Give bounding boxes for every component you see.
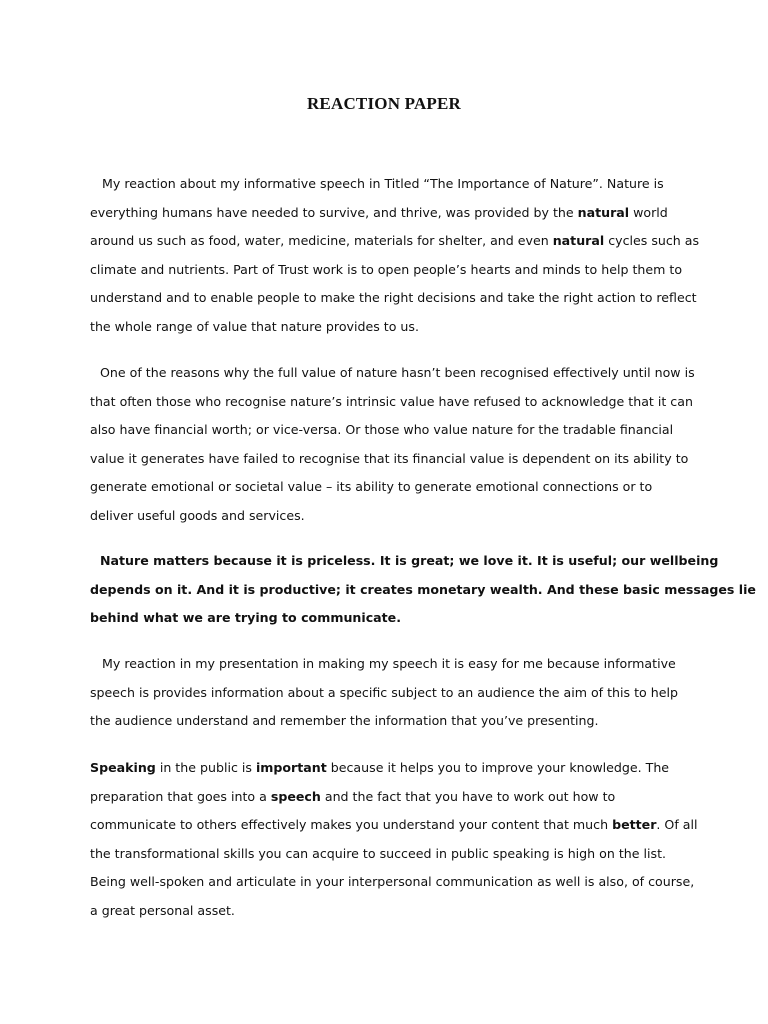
text-run: a great personal asset. [90, 902, 235, 918]
text-line [90, 783, 686, 812]
bold-text-run: depends on it. And it is productive; it creates monetary wealth. And these basic messages lie [90, 581, 756, 597]
text-run: climate and nutrients. Part of Trust work is to open people’s hearts and minds to help them to [90, 261, 683, 277]
bold-text-run: better [612, 817, 657, 832]
text-line [90, 284, 697, 313]
text-line [90, 473, 686, 502]
text-line [90, 388, 693, 417]
text-run: . Of all [656, 817, 698, 832]
bold-text-run: behind what we are trying to communicate. [90, 610, 402, 625]
text-line [90, 811, 698, 840]
page-title: REACTION PAPER [306, 94, 462, 113]
text-run: generate emotional or societal value – its ability to generate emotional connections or to [90, 479, 653, 494]
text-run: world [629, 204, 668, 220]
paragraph-1 [90, 170, 700, 341]
text-line [90, 170, 686, 199]
text-line [90, 868, 695, 897]
text-line [90, 445, 689, 474]
text-run: everything humans have needed to survive, and thrive, was provided by the [90, 204, 578, 220]
text-run: around us such as food, water, medicine, materials for shelter, and even [90, 233, 553, 248]
text-line [90, 199, 686, 228]
text-run: understand and to enable people to make the right decisions and take the right action to reflect [90, 290, 697, 305]
text-line [90, 502, 686, 531]
text-run: the whole range of value that nature provides to us. [90, 318, 419, 334]
text-line [90, 256, 686, 285]
text-line [90, 547, 719, 576]
text-line [90, 679, 686, 708]
bold-text-run: Nature matters because it is priceless. It is great; we love it. It is useful; our wellbeing [100, 553, 719, 568]
text-run: the audience understand and remember the information that you’ve presenting. [90, 713, 599, 728]
text-line [90, 359, 695, 388]
text-line [90, 416, 686, 445]
text-line [90, 576, 756, 605]
text-run: My reaction about my informative speech in Titled “The Importance of Nature”. Nature is [102, 176, 664, 191]
text-run: communicate to others effectively makes you understand your content that much [90, 817, 613, 832]
text-run: speech is provides information about a specific subject to an audience the aim of this to help [90, 684, 678, 700]
text-run: because it helps you to improve your knowledge. The [326, 760, 670, 775]
text-line [90, 707, 686, 736]
text-line [90, 897, 686, 926]
paragraph-5 [90, 754, 698, 925]
paragraph-4 [90, 650, 686, 736]
bold-text-run: natural [577, 204, 630, 220]
bold-text-run: speech [270, 788, 321, 804]
text-run: Being well-spoken and articulate in your interpersonal communication as well is also, of course, [90, 874, 695, 889]
bold-text-run: Speaking [90, 760, 156, 775]
text-run: also have financial worth; or vice-versa. Or those who value nature for the tradable financial [90, 422, 674, 437]
paragraph-3 [90, 547, 756, 633]
text-run: cycles such as [604, 233, 700, 248]
bold-text-run: important [255, 760, 327, 775]
text-run: the transformational skills you can acquire to succeed in public speaking is high on the list. [90, 845, 667, 861]
text-line [90, 754, 686, 783]
text-run: My reaction in my presentation in making my speech it is easy for me because informative [102, 656, 676, 671]
text-run: in the public is [155, 760, 256, 775]
bold-text-run: natural [552, 233, 605, 248]
text-line [90, 604, 686, 633]
text-run: One of the reasons why the full value of nature hasn’t been recognised effectively until now is [100, 365, 695, 380]
text-line [90, 313, 686, 342]
text-line [90, 650, 686, 679]
text-line [90, 227, 700, 256]
text-run: value it generates have failed to recognise that its financial value is dependent on its ability to [90, 450, 689, 466]
paragraph-2 [90, 359, 695, 530]
text-run: that often those who recognise nature’s intrinsic value have refused to acknowledge that it can [90, 393, 693, 409]
text-run: preparation that goes into a [90, 788, 271, 804]
text-run: deliver useful goods and services. [90, 507, 305, 523]
text-run: and the fact that you have to work out how to [320, 788, 616, 804]
text-line [90, 840, 686, 869]
